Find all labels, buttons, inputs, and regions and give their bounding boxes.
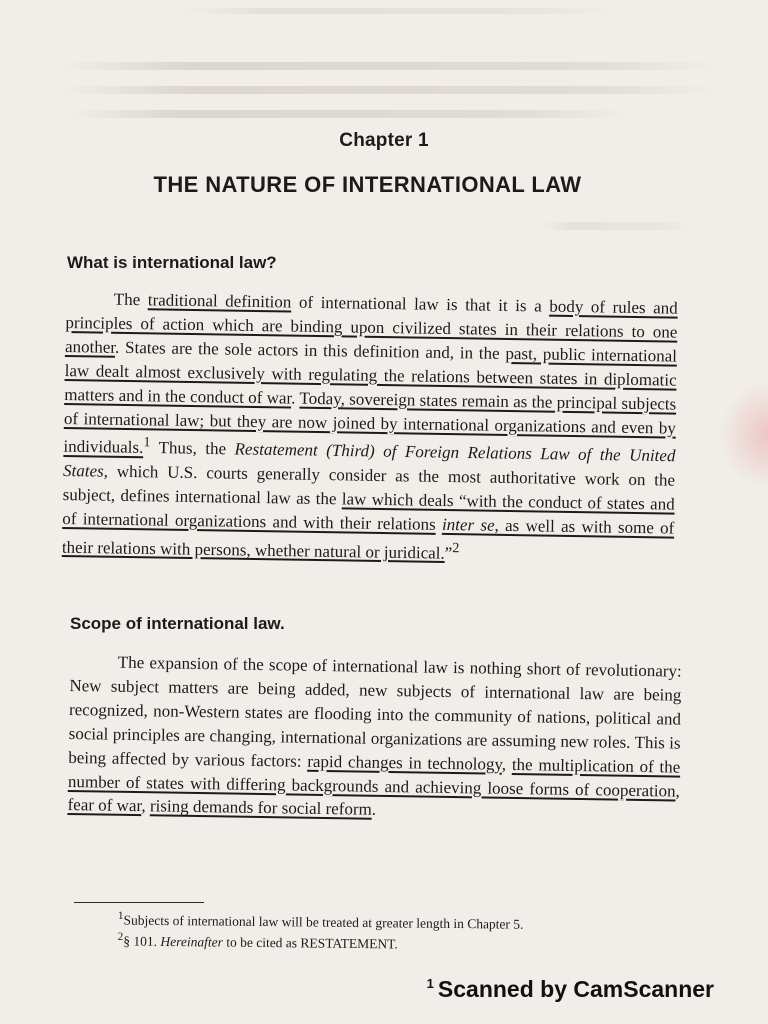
chapter-label: Chapter 1 xyxy=(339,130,429,151)
watermark-text: Scanned by CamScanner xyxy=(437,976,714,1002)
italic-text: Restatement (Third) of Foreign Relations Law of the United States, xyxy=(62,439,676,481)
text-run: , xyxy=(675,781,681,801)
text-run: The expansion of the scope of international law is nothing short of revolutionary: New subject matters are being added, new subjects of international law are being recognized, non-Western states are flooding into the community of nations, political and social principles are changing, international organizations are assuming new roles. This is being affected by various factors: xyxy=(68,652,682,771)
section-heading-what-is: What is international law? xyxy=(67,253,277,272)
text-run: Thus, the xyxy=(150,438,235,459)
footnote-2 xyxy=(118,928,524,953)
bleed-through-text xyxy=(540,222,690,230)
text-run: . xyxy=(371,800,377,820)
underlined-text: body of rules and principles of action which are binding upon civilized states in their relations to one another xyxy=(64,296,678,357)
paragraph-definition xyxy=(62,287,678,569)
footnote-ref: 1 xyxy=(143,434,151,451)
text-run: , xyxy=(141,796,151,816)
bleed-through-text xyxy=(180,8,620,14)
underlined-text: traditional definition xyxy=(147,290,292,312)
underlined-text: , as well as with some of their relations with persons, whether natural or juridical. xyxy=(61,515,675,563)
underlined-text: law which deals “with the conduct of states and of international organizations and with their relations xyxy=(62,489,675,534)
underlined-text: rising demands for social reform xyxy=(149,796,372,820)
bleed-through-text xyxy=(60,86,720,94)
paragraph-scope xyxy=(67,650,682,827)
underlined-text: fear of war xyxy=(67,795,142,816)
footnote-ref: 2 xyxy=(452,539,460,556)
italic-text: inter se xyxy=(441,514,495,535)
underlined-text: and achieving loose forms of cooperation xyxy=(378,776,676,801)
bleed-through-text xyxy=(60,62,720,70)
text-run: of international law is that it is a xyxy=(291,292,550,316)
text-run: . xyxy=(291,388,300,408)
footnote-text: Subjects of international law will be treated at greater length in Chapter 5. xyxy=(123,912,524,932)
underlined-text: past, public international law dealt almost exclusively with regulating the relations between states in diplomatic matters and in the conduct of war xyxy=(64,343,678,408)
bleed-through-text xyxy=(70,110,630,118)
underlined-text: Today, sovereign states remain as the principal subjects of international law; but they are now joined by international organizations and even by individuals. xyxy=(63,388,677,458)
footnotes xyxy=(118,908,524,953)
underlined-text: the multiplication of the number of states with differing backgrounds xyxy=(67,754,681,796)
footnote-divider xyxy=(74,902,204,903)
camscanner-watermark xyxy=(427,976,714,1003)
footnote-mark: 1 xyxy=(117,909,124,923)
chapter-title: THE NATURE OF INTERNATIONAL LAW xyxy=(153,172,582,197)
footnote-italic: Hereinafter xyxy=(160,933,223,950)
text-run: , xyxy=(501,754,513,774)
footnote-text: to be cited as RESTATEMENT. xyxy=(222,934,398,951)
footnote-mark: 2 xyxy=(117,930,124,943)
text-run: . States are the sole actors in this definition and, in the xyxy=(114,337,506,363)
page-number: 1 xyxy=(426,976,434,992)
text-run: The xyxy=(113,289,148,310)
text-run: which U.S. courts generally consider as the most authoritative work on the subject, defines international law as the xyxy=(62,461,676,509)
footnote-text: § 101. xyxy=(123,933,161,949)
text-run: ” xyxy=(444,543,453,563)
page-stain xyxy=(718,380,768,490)
section-heading-scope: Scope of international law. xyxy=(70,614,285,633)
underlined-text: rapid changes in technology xyxy=(307,751,503,774)
